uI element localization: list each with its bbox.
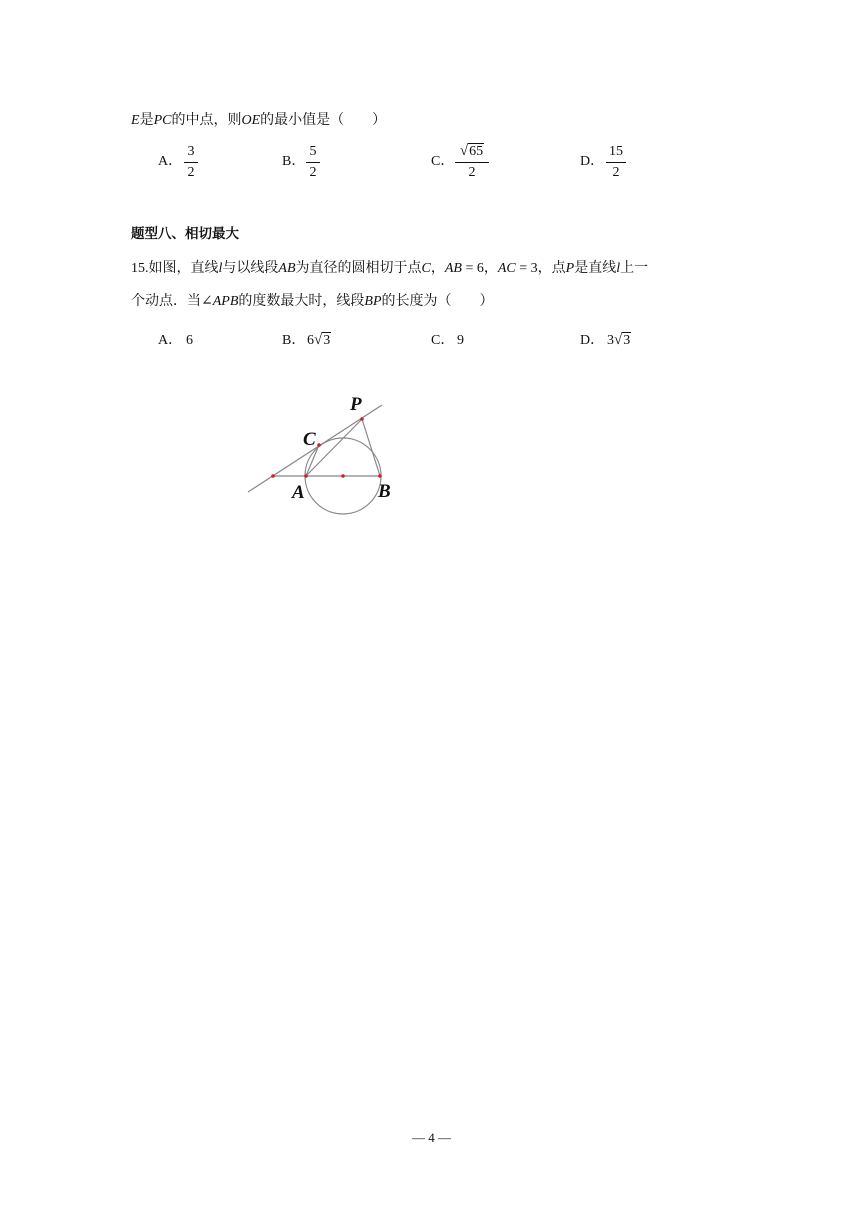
q15-stem-segment: l xyxy=(218,261,223,276)
segment-pb xyxy=(362,419,380,476)
label-p: P xyxy=(350,394,362,415)
q15-stem-segment: AB xyxy=(278,261,296,276)
denominator: 2 xyxy=(187,165,195,180)
circle-diameter-ab xyxy=(305,438,381,514)
denominator: 2 xyxy=(468,165,476,181)
radicand: 3 xyxy=(623,333,631,348)
q15-stem-segment: 上一 xyxy=(620,261,649,276)
q15-stem-segment: 为直径的圆相切于点 xyxy=(295,261,422,276)
q14-stem-segment: E xyxy=(131,113,140,128)
tangent-line-l xyxy=(248,405,382,492)
q15-stem-segment: AB xyxy=(444,261,462,276)
q15-stem-line-2 xyxy=(131,295,494,309)
q15-stem-segment: = 6 xyxy=(461,261,484,276)
q14-stem-segment: 的最小值是（ ） xyxy=(260,113,387,128)
point-left xyxy=(271,474,275,478)
q15-stem-segment: BP xyxy=(364,294,382,309)
option-label: D． xyxy=(580,154,605,169)
denominator: 2 xyxy=(612,165,620,180)
q15-stem-segment: C xyxy=(421,261,431,276)
q15-stem-line-1 xyxy=(131,262,648,276)
q15-stem-segment: 15.如图，直线 xyxy=(131,261,219,276)
q14-stem-segment: 是 xyxy=(139,113,154,128)
q15-stem-segment: AC xyxy=(497,261,516,276)
option-label: A． xyxy=(158,154,183,169)
q15-stem-segment: l xyxy=(616,261,621,276)
fraction xyxy=(184,145,198,180)
q14-stem-segment: PC xyxy=(153,113,172,128)
point-a xyxy=(304,474,308,478)
label-a: A xyxy=(292,482,305,503)
label-c: C xyxy=(303,429,316,450)
numerator: 3 xyxy=(187,144,195,159)
q15-stem-segment: APB xyxy=(212,294,239,309)
segment-ap xyxy=(306,419,362,476)
radicand: 3 xyxy=(323,333,331,348)
segment-ac xyxy=(306,445,319,476)
option-value: 6√3 xyxy=(307,332,331,348)
point-p xyxy=(360,417,364,421)
q15-stem-segment: 的长度为（ ） xyxy=(381,294,494,309)
q14-stem-segment: 的中点，则 xyxy=(171,113,242,128)
q15-stem-segment: 的度数最大时，线段 xyxy=(238,294,365,309)
option-label: C． xyxy=(431,154,455,169)
option-label: D． xyxy=(580,333,605,348)
fraction xyxy=(306,145,320,180)
q15-stem-segment: = 3 xyxy=(515,261,538,276)
label-b: B xyxy=(378,481,391,502)
fraction xyxy=(606,145,626,180)
q15-stem-segment: ， xyxy=(430,261,445,276)
option-value: 3√3 xyxy=(607,332,631,348)
point-c xyxy=(317,443,321,447)
coefficient: 6 xyxy=(307,333,314,348)
q15-stem-segment: ，点 xyxy=(537,261,566,276)
q14-stem-line xyxy=(131,114,386,128)
numerator: √65 xyxy=(459,143,484,159)
q15-stem-segment: P xyxy=(565,261,575,276)
point-b xyxy=(378,474,382,478)
coefficient: 3 xyxy=(607,333,614,348)
q14-stem-segment: OE xyxy=(241,113,261,128)
option-label: C． xyxy=(431,333,455,348)
radicand: 65 xyxy=(469,144,484,159)
numerator: 5 xyxy=(309,144,317,159)
page-number: — 4 — xyxy=(412,1130,451,1145)
point-o xyxy=(341,474,345,478)
q15-stem-segment: ， xyxy=(483,261,498,276)
q15-stem-segment: 与以线段 xyxy=(222,261,279,276)
option-label: B． xyxy=(282,333,306,348)
option-label: B． xyxy=(282,154,306,169)
numerator: 15 xyxy=(609,144,623,159)
option-label: A． xyxy=(158,333,183,348)
q15-stem-segment: 是直线 xyxy=(574,261,617,276)
option-value: 9 xyxy=(457,333,464,348)
fraction xyxy=(455,143,489,180)
option-value: 6 xyxy=(186,333,193,348)
denominator: 2 xyxy=(309,165,317,180)
section-heading: 题型八、相切最大 xyxy=(131,226,239,242)
q15-stem-segment: 个动点．当∠ xyxy=(131,294,213,309)
